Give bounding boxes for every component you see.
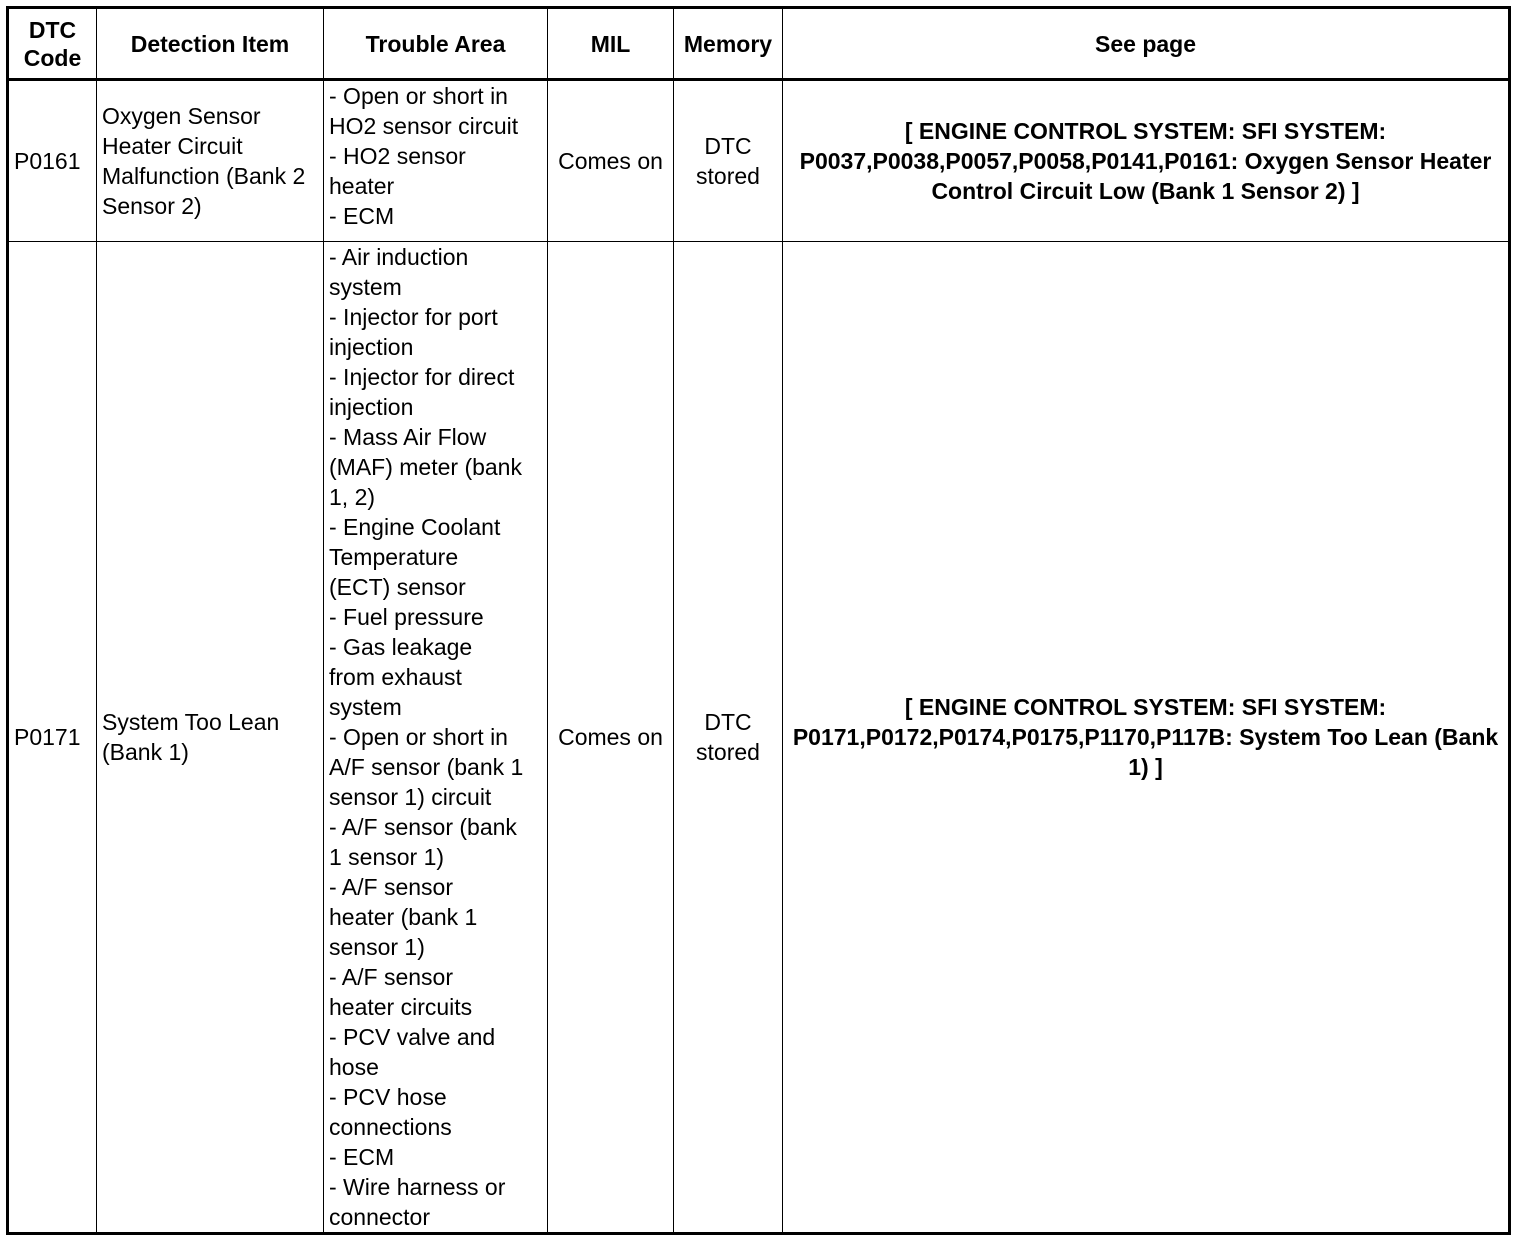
trouble-area-line: heater (bank 1 — [329, 904, 478, 930]
header-row — [8, 8, 1510, 80]
trouble-area-line: connector — [329, 1204, 431, 1230]
detection-item-cell: Oxygen Sensor Heater Circuit Malfunction (Bank 2 Sensor 2) — [97, 80, 324, 242]
trouble-area-cell — [324, 80, 548, 242]
col-header-detection-item: Detection Item — [97, 8, 324, 80]
trouble-area-line: - Fuel pressure — [329, 604, 484, 630]
trouble-area-line: - PCV hose — [329, 1084, 447, 1110]
detection-item-cell: System Too Lean (Bank 1) — [97, 242, 324, 1234]
trouble-area-line: system — [329, 274, 402, 300]
trouble-area-line: - Open or short in — [329, 83, 508, 109]
trouble-area-line: Temperature — [329, 544, 459, 570]
col-header-see-page: See page — [783, 8, 1510, 80]
trouble-area-line: - Air induction — [329, 244, 469, 270]
table-row — [8, 242, 1510, 1234]
trouble-area-line: sensor 1) — [329, 934, 425, 960]
trouble-area-line: - Mass Air Flow — [329, 424, 487, 450]
trouble-area-line: - Gas leakage — [329, 634, 473, 660]
mil-cell: Comes on — [548, 242, 674, 1234]
trouble-area-line: - Injector for port — [329, 304, 498, 330]
memory-line: DTC — [704, 133, 752, 159]
dtc-code-cell: P0171 — [8, 242, 97, 1234]
trouble-area-line: (ECT) sensor — [329, 574, 466, 600]
trouble-area-line: 1, 2) — [329, 484, 376, 510]
trouble-area-line: hose — [329, 1054, 379, 1080]
trouble-area-line: 1 sensor 1) — [329, 844, 445, 870]
trouble-area-line: - A/F sensor (bank — [329, 814, 517, 840]
trouble-area-line: heater — [329, 173, 395, 199]
memory-line: stored — [696, 163, 760, 189]
trouble-area-line: - Open or short in — [329, 724, 508, 750]
trouble-area-line: - ECM — [329, 203, 395, 229]
col-header-memory: Memory — [674, 8, 783, 80]
see-page-link[interactable]: [ ENGINE CONTROL SYSTEM: SFI SYSTEM: P0037,P0038,P0057,P0058,P0141,P0161: Oxygen Sensor Heater Control Circuit Low (Bank 1 Sensor 2) ] — [783, 80, 1510, 242]
trouble-area-line: A/F sensor (bank 1 — [329, 754, 524, 780]
col-header-trouble-area: Trouble Area — [324, 8, 548, 80]
table-row — [8, 80, 1510, 242]
memory-cell — [674, 80, 783, 242]
trouble-area-line: (MAF) meter (bank — [329, 454, 522, 480]
trouble-area-line: injection — [329, 334, 414, 360]
see-page-link[interactable]: [ ENGINE CONTROL SYSTEM: SFI SYSTEM: P0171,P0172,P0174,P0175,P1170,P117B: System Too Lean (Bank 1) ] — [783, 242, 1510, 1234]
trouble-area-line: - Injector for direct — [329, 364, 515, 390]
memory-cell — [674, 242, 783, 1234]
trouble-area-line: - A/F sensor — [329, 964, 453, 990]
mil-cell: Comes on — [548, 80, 674, 242]
trouble-area-line: connections — [329, 1114, 452, 1140]
trouble-area-line: heater circuits — [329, 994, 473, 1020]
trouble-area-line: - A/F sensor — [329, 874, 453, 900]
trouble-area-line: - Engine Coolant — [329, 514, 501, 540]
trouble-area-line: from exhaust — [329, 664, 462, 690]
trouble-area-line: sensor 1) circuit — [329, 784, 492, 810]
trouble-area-cell — [324, 242, 548, 1234]
trouble-area-line: injection — [329, 394, 414, 420]
trouble-area-line: - Wire harness or — [329, 1174, 506, 1200]
col-header-mil: MIL — [548, 8, 674, 80]
trouble-area-line: - ECM — [329, 1144, 395, 1170]
dtc-code-cell: P0161 — [8, 80, 97, 242]
trouble-area-line: - HO2 sensor — [329, 143, 466, 169]
dtc-table — [6, 6, 1511, 1235]
trouble-area-line: - PCV valve and — [329, 1024, 496, 1050]
memory-line: stored — [696, 739, 760, 765]
trouble-area-line: system — [329, 694, 402, 720]
memory-line: DTC — [704, 709, 752, 735]
trouble-area-line: HO2 sensor circuit — [329, 113, 519, 139]
col-header-dtc-code: DTC Code — [8, 8, 97, 80]
